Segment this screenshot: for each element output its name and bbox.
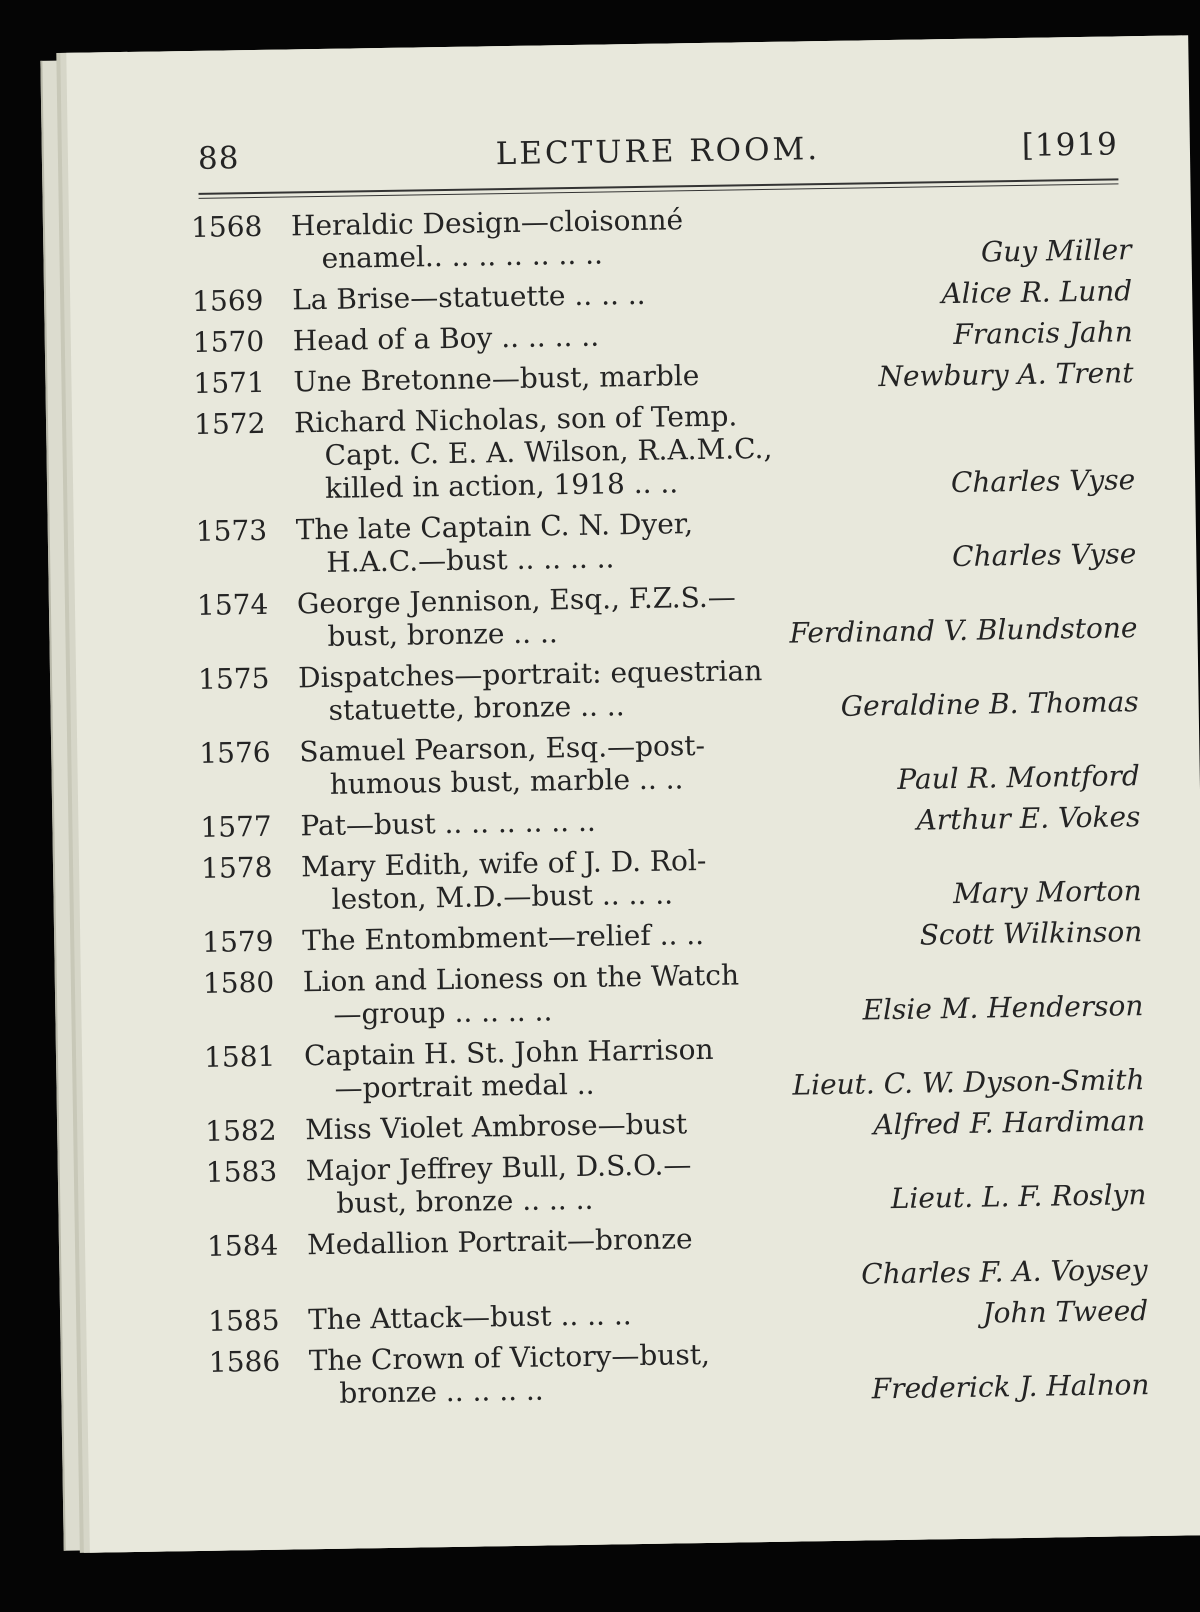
entry-number: 1584: [206, 1228, 279, 1263]
entry-number: 1581: [203, 1039, 276, 1074]
entry-artist: Arthur E. Vokes: [916, 800, 1141, 837]
entry-title: Pat—bust .. .. .. .. .. ..: [300, 804, 596, 843]
list-item: [203, 952, 1144, 1033]
entry-number: 1580: [202, 965, 275, 1000]
list-item: [204, 1026, 1145, 1107]
entry-title: The Crown of Victory—bust, bronze .. .. .. ..: [308, 1337, 711, 1410]
entry-number: 1583: [205, 1154, 278, 1189]
entry-number: 1576: [199, 735, 271, 770]
entry-number: 1585: [207, 1303, 280, 1338]
entry-artist: Paul R. Montford: [897, 759, 1141, 796]
list-item: [196, 500, 1137, 581]
list-item: [199, 722, 1140, 803]
entry-title: Mary Edith, wife of J. D. Rol- leston, M.D.—bust .. .. ..: [300, 843, 707, 916]
entry-title: George Jennison, Esq., F.Z.S.— bust, bronze .. ..: [296, 580, 736, 653]
entry-number: 1569: [191, 283, 264, 318]
entry-number: 1579: [202, 924, 274, 959]
entry-artist: John Tweed: [982, 1294, 1149, 1330]
entry-artist: Mary Morton: [952, 874, 1142, 911]
entry-number: 1571: [193, 365, 266, 400]
list-item: [191, 196, 1132, 277]
entry-title: Captain H. St. John Harrison —portrait medal ..: [303, 1032, 714, 1105]
page-title: LECTURE ROOM.: [495, 131, 821, 173]
entry-number: 1578: [200, 850, 273, 885]
entry-title: The late Captain C. N. Dyer, H.A.C.—bust .. .. .. ..: [295, 507, 694, 579]
entry-title: The Attack—bust .. .. ..: [307, 1298, 632, 1337]
entry-title: Lion and Lioness on the Watch —group .. .. .. ..: [302, 958, 740, 1031]
catalogue-list: [191, 196, 1150, 1412]
entry-artist: Alice R. Lund: [941, 274, 1133, 311]
entry-artist: Frederick J. Halnon: [871, 1368, 1150, 1406]
entry-artist: Geraldine B. Thomas: [840, 685, 1139, 723]
page-number: 88: [197, 140, 240, 177]
entry-number: 1570: [192, 324, 265, 359]
entry-title: Medallion Portrait—bronze: [306, 1222, 693, 1262]
list-item: [209, 1331, 1150, 1412]
entry-title: Heraldic Design—cloisonné enamel.. .. .. .. .. .. ..: [290, 203, 684, 275]
entry-artist: Ferdinand V. Blundstone: [789, 611, 1138, 650]
entry-number: 1586: [208, 1344, 281, 1379]
book-page: [66, 35, 1200, 1552]
entry-title: Une Bretonne—bust, marble: [293, 359, 700, 399]
list-item: [201, 837, 1142, 918]
entry-title: Head of a Boy .. .. .. ..: [292, 319, 600, 358]
entry-number: 1575: [197, 661, 270, 696]
entry-title: Samuel Pearson, Esq.—post- humous bust, marble .. ..: [299, 728, 706, 801]
list-item: [206, 1141, 1147, 1222]
entry-artist: Francis Jahn: [953, 315, 1134, 352]
entry-artist: Lieut. L. F. Roslyn: [890, 1178, 1147, 1216]
entry-artist: Elsie M. Henderson: [862, 989, 1144, 1027]
entry-title: Miss Violet Ambrose—bust: [304, 1107, 688, 1147]
entry-title: Richard Nicholas, son of Temp. Capt. C. E. A. Wilson, R.A.M.C., killed in action, 1918 .. ..: [293, 399, 773, 505]
entry-number: 1574: [196, 587, 269, 622]
list-item: [207, 1215, 1148, 1297]
list-item: [198, 648, 1139, 729]
entry-number: 1582: [204, 1113, 277, 1148]
entry-number: 1573: [195, 513, 268, 548]
list-item: [197, 574, 1138, 655]
entry-artist: Lieut. C. W. Dyson-Smith: [792, 1063, 1145, 1102]
entry-title: Dispatches—portrait: equestrian statuette, bronze .. ..: [297, 654, 763, 727]
entry-artist: Charles Vyse: [951, 537, 1137, 574]
entry-number: 1568: [190, 209, 263, 244]
entry-artist: Scott Wilkinson: [919, 915, 1143, 952]
entry-artist: Alfred F. Hardiman: [873, 1104, 1146, 1142]
header-year: [1919: [1021, 126, 1119, 164]
entry-title: Major Jeffrey Bull, D.S.O.— bust, bronze .. .. ..: [305, 1148, 692, 1220]
entry-number: 1572: [193, 406, 266, 441]
entry-number: 1577: [200, 809, 272, 844]
entry-artist: Charles F. A. Voysey: [860, 1253, 1148, 1291]
entry-title: La Brise—statuette .. .. ..: [291, 277, 646, 317]
entry-artist: Charles Vyse: [950, 463, 1136, 500]
entry-artist: Newbury A. Trent: [878, 356, 1134, 394]
entry-artist: Guy Miller: [980, 233, 1132, 269]
entry-title: The Entombment—relief .. ..: [302, 917, 705, 958]
list-item: [194, 393, 1135, 507]
